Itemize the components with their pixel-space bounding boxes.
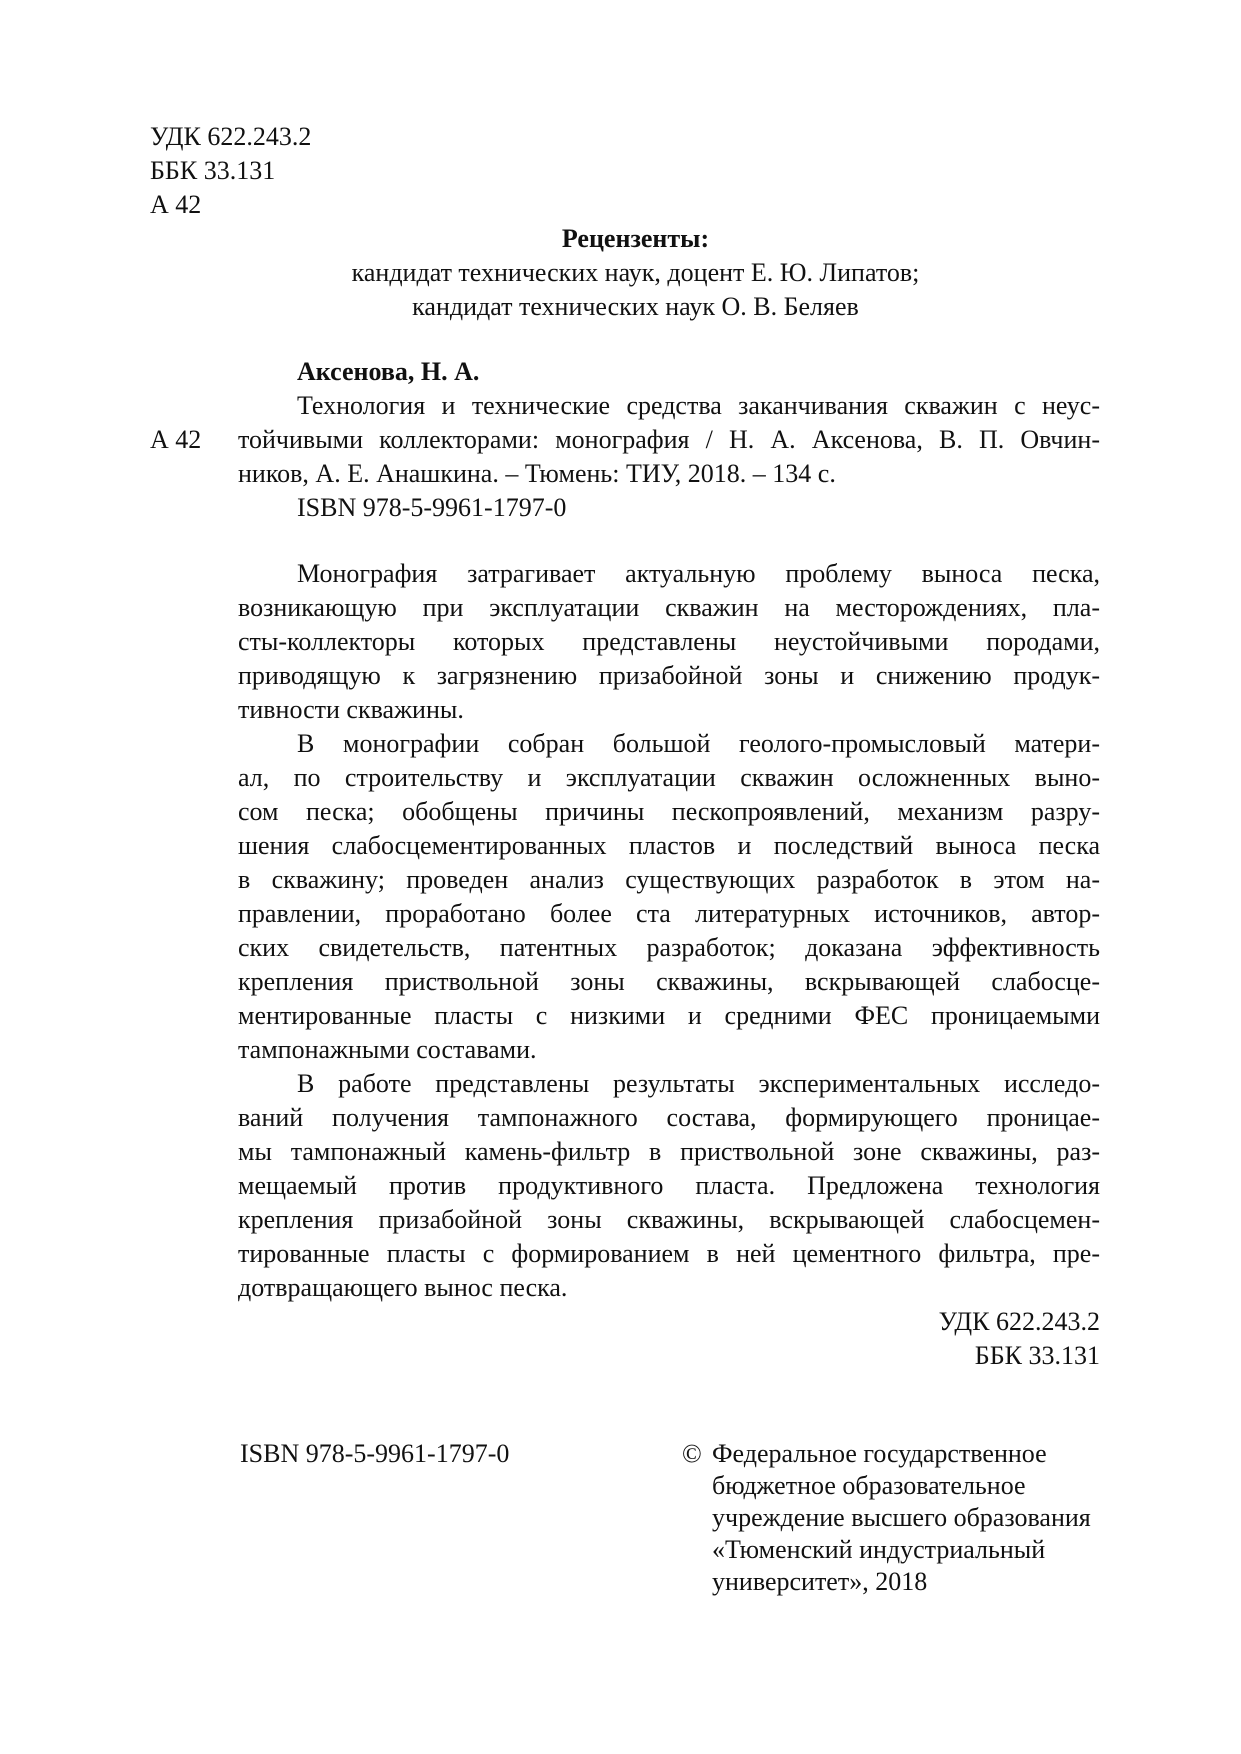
abstract-line: тивности скважины. [238, 695, 464, 724]
bbk-code: ББК 33.131 [150, 156, 276, 185]
abstract-line: ских свидетельств, патентных разработок; доказана эффективность [238, 933, 1100, 962]
footer-bbk: ББК 33.131 [974, 1341, 1100, 1370]
copyright-line: университет», 2018 [712, 1567, 928, 1596]
abstract-line: ваний получения тампонажного состава, формирующего проницае- [238, 1103, 1100, 1132]
bib-author: Аксенова, Н. А. [297, 357, 480, 386]
abstract-line: приводящую к загрязнению призабойной зоны и снижению продук- [238, 661, 1100, 690]
copyright-icon: © [682, 1439, 702, 1468]
abstract-line: шения слабосцементированных пластов и последствий выноса песка [238, 831, 1100, 860]
reviewers-title: Рецензенты: [561, 224, 710, 253]
abstract-line: правлении, проработано более ста литературных источников, автор- [238, 899, 1100, 928]
abstract-line: В монографии собран большой геолого-промысловый матери- [297, 729, 1100, 758]
udk-code: УДК 622.243.2 [150, 122, 312, 151]
abstract-line: тированные пласты с формированием в ней цементного фильтра, пре- [238, 1239, 1100, 1268]
abstract-line: тампонажными составами. [238, 1035, 537, 1064]
abstract-line: мы тампонажный камень-фильтр в приствольной зоне скважины, раз- [238, 1137, 1100, 1166]
bib-line: Технология и технические средства заканчивания скважин с неус- [297, 391, 1100, 420]
bib-isbn: ISBN 978-5-9961-1797-0 [297, 493, 567, 522]
imprint-isbn: ISBN 978-5-9961-1797-0 [240, 1439, 510, 1468]
abstract-line: мещаемый против продуктивного пласта. Предложена технология [238, 1171, 1100, 1200]
abstract-line: ал, по строительству и эксплуатации скважин осложненных выно- [238, 763, 1100, 792]
abstract-line: Монография затрагивает актуальную проблему выноса песка, [297, 559, 1100, 588]
abstract-line: В работе представлены результаты экспериментальных исследо- [297, 1069, 1100, 1098]
reviewer-line: кандидат технических наук О. В. Беляев [412, 292, 859, 321]
reviewer-line: кандидат технических наук, доцент Е. Ю. Липатов; [351, 258, 920, 287]
copyright-line: Федеральное государственное [712, 1439, 1047, 1468]
abstract-line: крепления призабойной зоны скважины, вскрывающей слабосцемен- [238, 1205, 1100, 1234]
copyright-line: «Тюменский индустриальный [712, 1535, 1046, 1564]
copyright-line: учреждение высшего образования [712, 1503, 1091, 1532]
abstract-line: сом песка; обобщены причины пескопроявлений, механизм разру- [238, 797, 1100, 826]
abstract-line: ментированные пласты с низкими и средними ФЕС проницаемыми [238, 1001, 1100, 1030]
copyright-line: бюджетное образовательное [712, 1471, 1026, 1500]
abstract-line: дотвращающего вынос песка. [238, 1273, 568, 1302]
abstract-line: крепления приствольной зоны скважины, вскрывающей слабосце- [238, 967, 1100, 996]
abstract-line: в скважину; проведен анализ существующих разработок в этом на- [238, 865, 1100, 894]
abstract-line: возникающую при эксплуатации скважин на месторождениях, пла- [238, 593, 1100, 622]
bib-sign: А 42 [150, 425, 202, 454]
bib-line: ников, А. Е. Анашкина. – Тюмень: ТИУ, 2018. – 134 с. [238, 459, 836, 488]
abstract-line: сты-коллекторы которых представлены неустойчивыми породами, [238, 627, 1100, 656]
footer-udk: УДК 622.243.2 [938, 1307, 1100, 1336]
author-sign: А 42 [150, 190, 202, 219]
bib-line: тойчивыми коллекторами: монография / Н. А. Аксенова, В. П. Овчин- [238, 425, 1100, 454]
